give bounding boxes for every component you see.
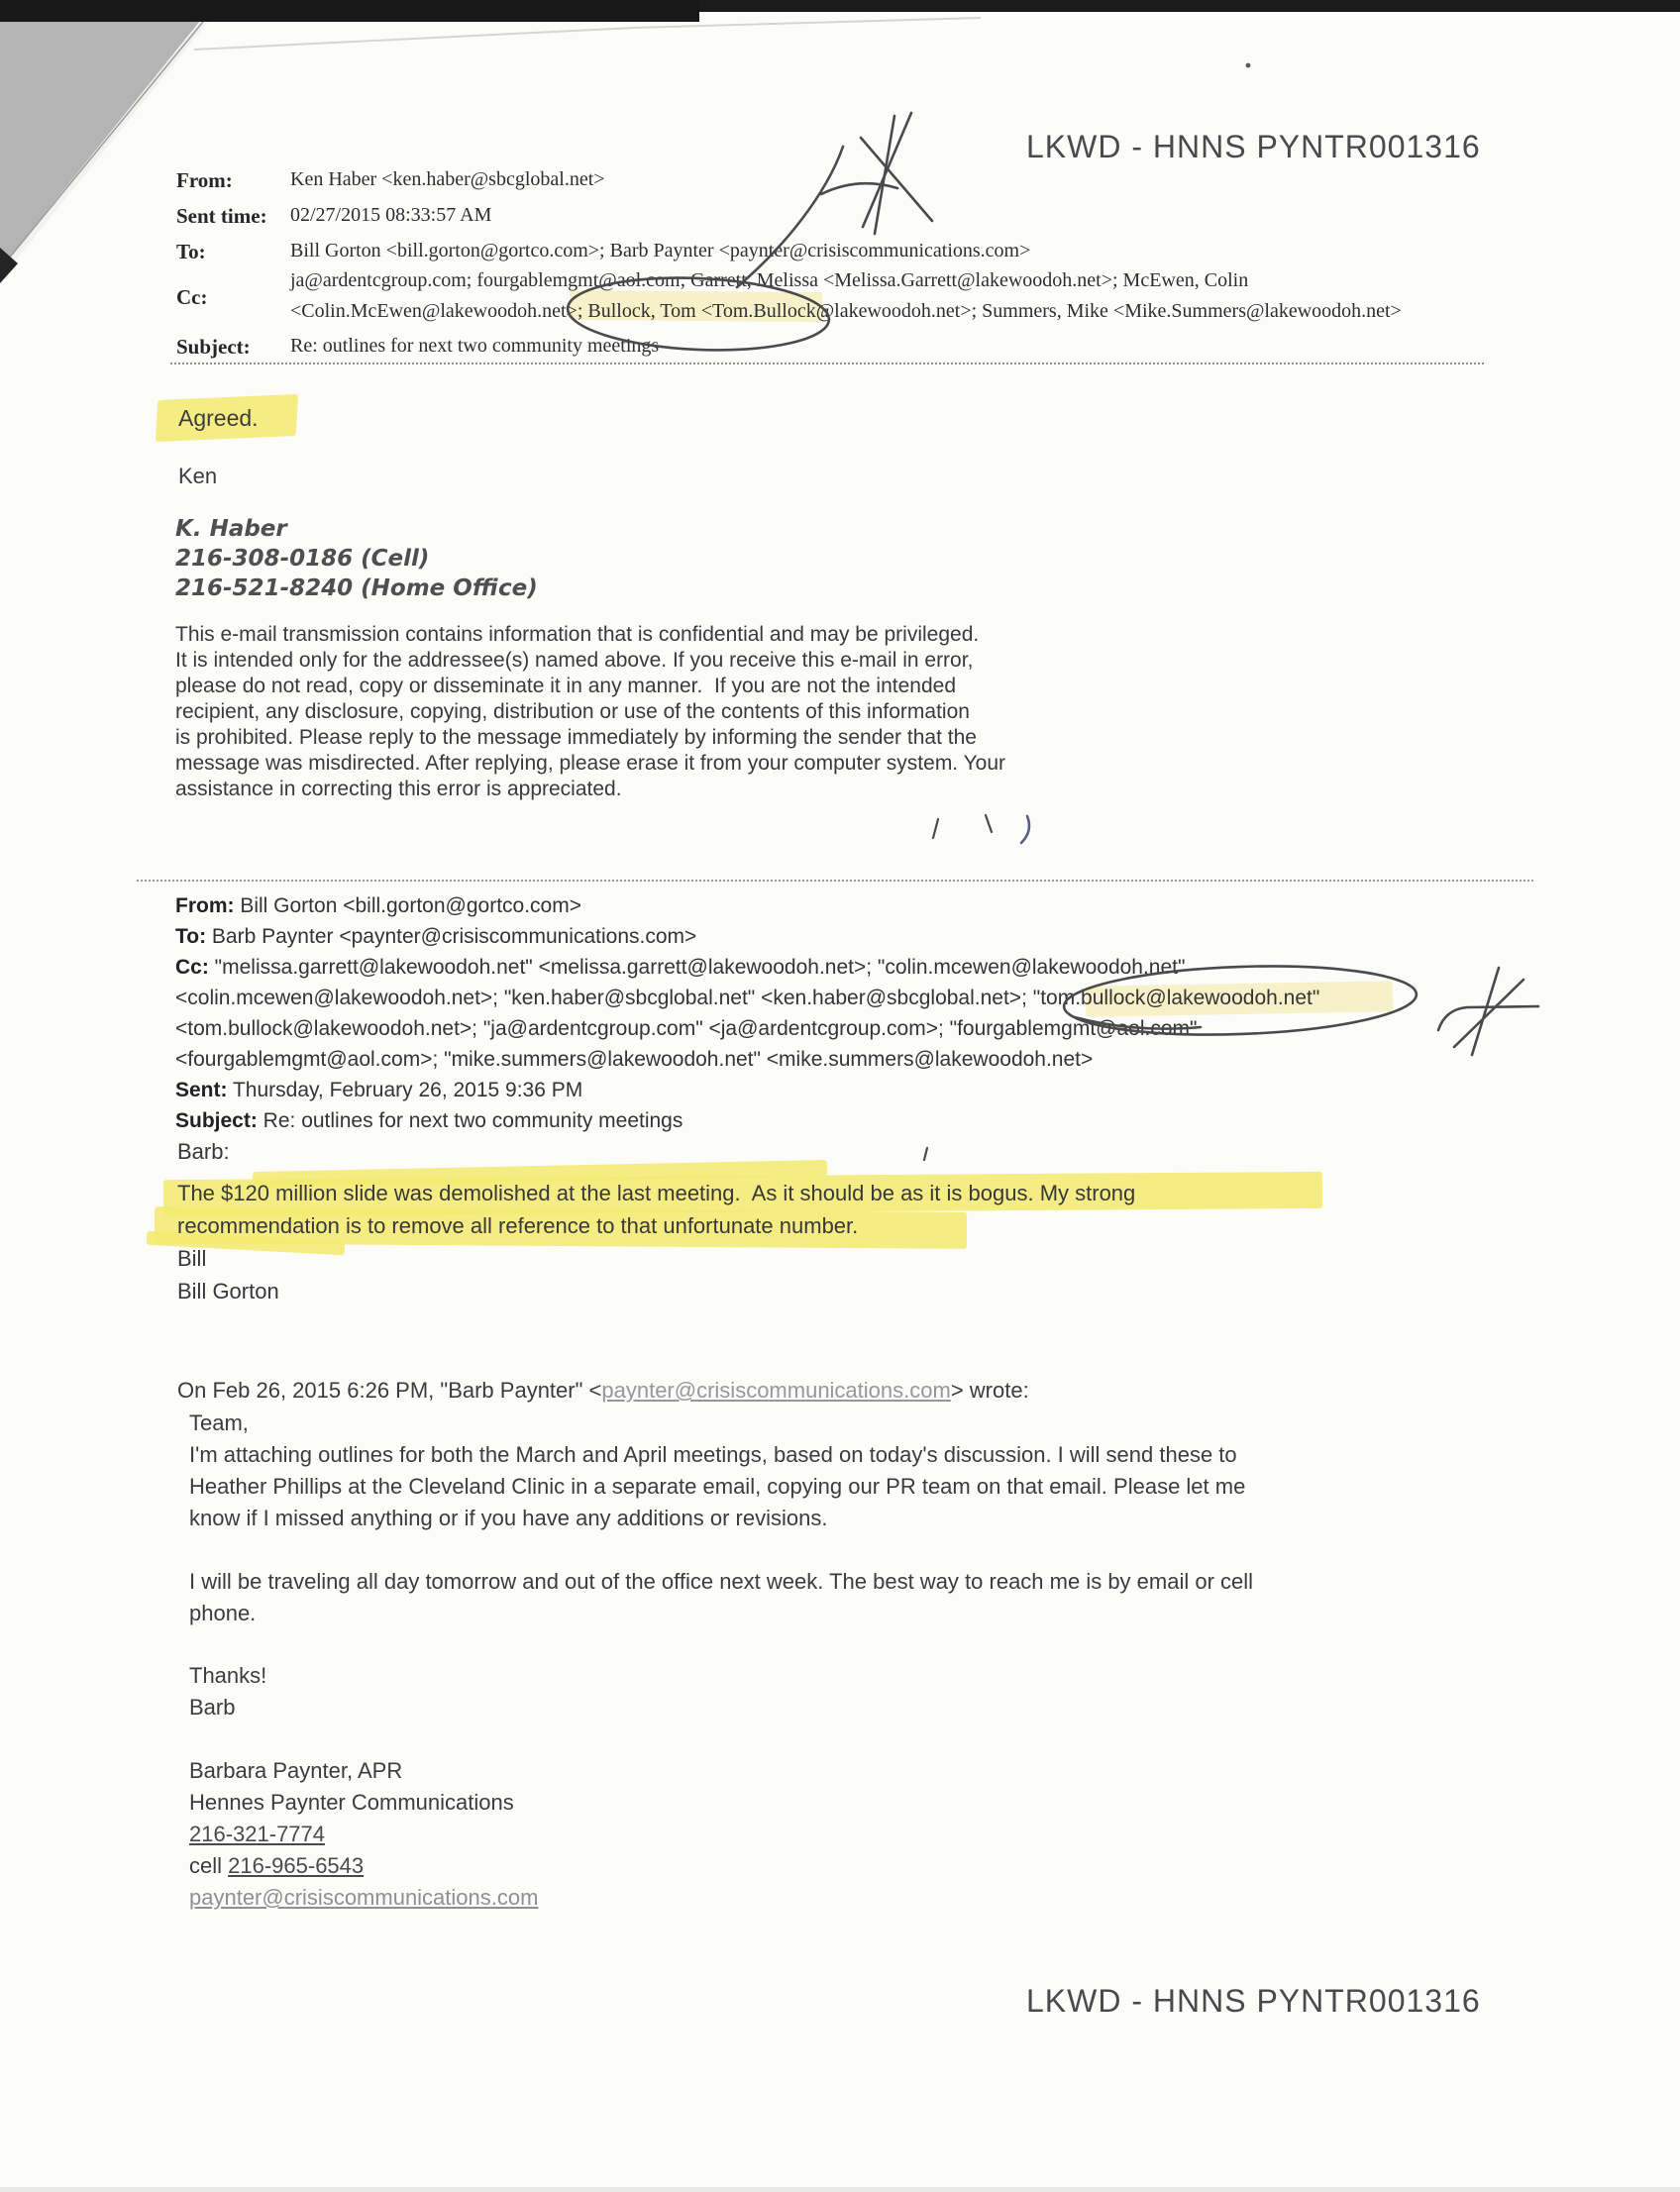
quoted-intro-line — [177, 1378, 1029, 1404]
bates-number-footer: LKWD - HNNS PYNTR001316 — [1026, 1983, 1481, 2019]
quoted-body-line: know if I missed anything or if you have any additions or revisions. — [189, 1506, 828, 1530]
quoted-body-line: phone. — [189, 1601, 257, 1625]
email2-signoff2: Bill Gorton — [177, 1279, 279, 1304]
email1-greeting: Agreed. — [178, 405, 259, 431]
quoted-intro-post: > wrote: — [950, 1378, 1029, 1403]
quoted-from-value: Bill Gorton <bill.gorton@gortco.com> — [234, 894, 581, 917]
signature-email-link: paynter@crisiscommunications.com — [189, 1885, 539, 1910]
signature-name: Barbara Paynter, APR — [189, 1758, 403, 1783]
email1-signature-cell: 216-308-0186 (Cell) — [175, 546, 430, 572]
quoted-subject-label: Subject: — [175, 1109, 258, 1132]
quoted-cc-value1: "melissa.garrett@lakewoodoh.net" <melissa.garrett@lakewoodoh.net>; "colin.mcewen@lakewoodoh.net" — [208, 956, 1186, 979]
quoted-separator-line — [137, 880, 1533, 882]
quoted-cc-line3: <tom.bullock@lakewoodoh.net>; "ja@ardentcgroup.com" <ja@ardentcgroup.com>; "fourgablemgmt@aol.com" — [175, 1017, 1198, 1040]
cc-line2-pre: <Colin.McEwen@lakewoodoh.net>; — [290, 300, 588, 322]
cc-line2-post: @lakewoodoh.net>; Summers, Mike <Mike.Summers@lakewoodoh.net> — [815, 300, 1402, 322]
quoted-cc-line2 — [175, 987, 1319, 1010]
quoted-body-line: Heather Phillips at the Cleveland Clinic in a separate email, copying our PR team on that email. Please let me — [189, 1474, 1246, 1499]
signature-phone-link: 216-321-7774 — [189, 1822, 326, 1846]
quoted-sent-value: Thursday, February 26, 2015 9:36 PM — [227, 1079, 583, 1101]
cc-value-line1: ja@ardentcgroup.com; fourgablemgmt@aol.com; Garrett, Melissa <Melissa.Garrett@lakewoodoh.net>; McEwen, Colin — [290, 269, 1249, 291]
quoted-sent-line — [175, 1079, 582, 1102]
quoted-intro-pre: On Feb 26, 2015 6:26 PM, "Barb Paynter" < — [177, 1378, 602, 1403]
signature-cell-link: 216-965-6543 — [228, 1853, 365, 1878]
quoted-cc-line2-circled-text: "tom.bullock@lakewoodoh.net" — [1032, 987, 1320, 1009]
from-label: From: — [176, 168, 233, 192]
quoted-cc-line1 — [175, 956, 1185, 980]
disclaimer-line: recipient, any disclosure, copying, distribution or use of the contents of this information — [175, 700, 970, 723]
signature-company: Hennes Paynter Communications — [189, 1790, 514, 1815]
email1-signoff: Ken — [178, 464, 218, 488]
quoted-body-line: I will be traveling all day tomorrow and out of the office next week. The best way to reach me is by email or cell — [189, 1569, 1254, 1594]
quoted-cc-label: Cc: — [175, 956, 209, 979]
cc-value-line2 — [290, 300, 1402, 323]
quoted-signoff: Barb — [189, 1695, 236, 1720]
header-separator-line — [170, 363, 1484, 365]
quoted-cc-line4: <fourgablemgmt@aol.com>; "mike.summers@lakewoodoh.net" <mike.summers@lakewoodoh.net> — [175, 1048, 1094, 1071]
subject-label: Subject: — [176, 335, 251, 359]
signature-cell-label: cell — [189, 1853, 229, 1878]
email2-highlighted-line1: The $120 million slide was demolished at the last meeting. As it should be as it is bogus. My strong — [177, 1181, 1136, 1205]
quoted-body-line: I'm attaching outlines for both the March and April meetings, based on today's discussion. I will send these to — [189, 1442, 1237, 1467]
email1-signature-name: K. Haber — [175, 516, 287, 542]
quoted-intro-email-link: paynter@crisiscommunications.com — [601, 1378, 951, 1403]
signature-cell-line — [189, 1853, 364, 1879]
email1-signature-home: 216-521-8240 (Home Office) — [175, 575, 538, 601]
quoted-sent-label: Sent: — [175, 1079, 228, 1101]
subject-value: Re: outlines for next two community meetings — [290, 335, 660, 357]
to-label: To: — [176, 240, 206, 263]
email2-signoff1: Bill — [177, 1246, 207, 1271]
quoted-from-line — [175, 894, 581, 918]
quoted-to-value: Barb Paynter <paynter@crisiscommunications.com> — [206, 925, 697, 948]
sent-time-label: Sent time: — [176, 204, 267, 228]
quoted-thanks: Thanks! — [189, 1663, 267, 1688]
page-top-edge-line — [194, 18, 981, 50]
disclaimer-line: message was misdirected. After replying, please erase it from your computer system. Your — [175, 752, 1006, 775]
bates-number-header: LKWD - HNNS PYNTR001316 — [1026, 129, 1481, 164]
quoted-to-line — [175, 925, 696, 949]
quoted-from-label: From: — [175, 894, 235, 917]
disclaimer-line: please do not read, copy or disseminate it in any manner. If you are not the intended — [175, 675, 956, 697]
cc-line2-circled-text: Bullock, Tom <Tom.Bullock — [587, 300, 816, 322]
email2-greeting: Barb: — [177, 1139, 230, 1164]
quoted-cc-line2-pre: <colin.mcewen@lakewoodoh.net>; "ken.haber@sbcglobal.net" <ken.haber@sbcglobal.net>; — [175, 987, 1033, 1009]
sent-time-value: 02/27/2015 08:33:57 AM — [290, 204, 492, 226]
quoted-to-label: To: — [175, 925, 207, 948]
quoted-subject-value: Re: outlines for next two community meetings — [257, 1109, 683, 1132]
cc-label: Cc: — [176, 285, 208, 309]
disclaimer-line: This e-mail transmission contains information that is confidential and may be privileged. — [175, 623, 980, 646]
quoted-body-line: Team, — [189, 1410, 249, 1435]
quoted-subject-line — [175, 1109, 682, 1133]
scanner-edge-bar-left — [0, 0, 699, 22]
from-value: Ken Haber <ken.haber@sbcglobal.net> — [290, 168, 605, 190]
disclaimer-line: assistance in correcting this error is appreciated. — [175, 778, 622, 800]
to-value: Bill Gorton <bill.gorton@gortco.com>; Barb Paynter <paynter@crisiscommunications.com> — [290, 240, 1031, 261]
email2-highlighted-line2: recommendation is to remove all reference to that unfortunate number. — [177, 1213, 859, 1238]
disclaimer-line: It is intended only for the addressee(s) named above. If you receive this e-mail in error, — [175, 649, 974, 672]
disclaimer-line: is prohibited. Please reply to the message immediately by informing the sender that the — [175, 726, 977, 749]
